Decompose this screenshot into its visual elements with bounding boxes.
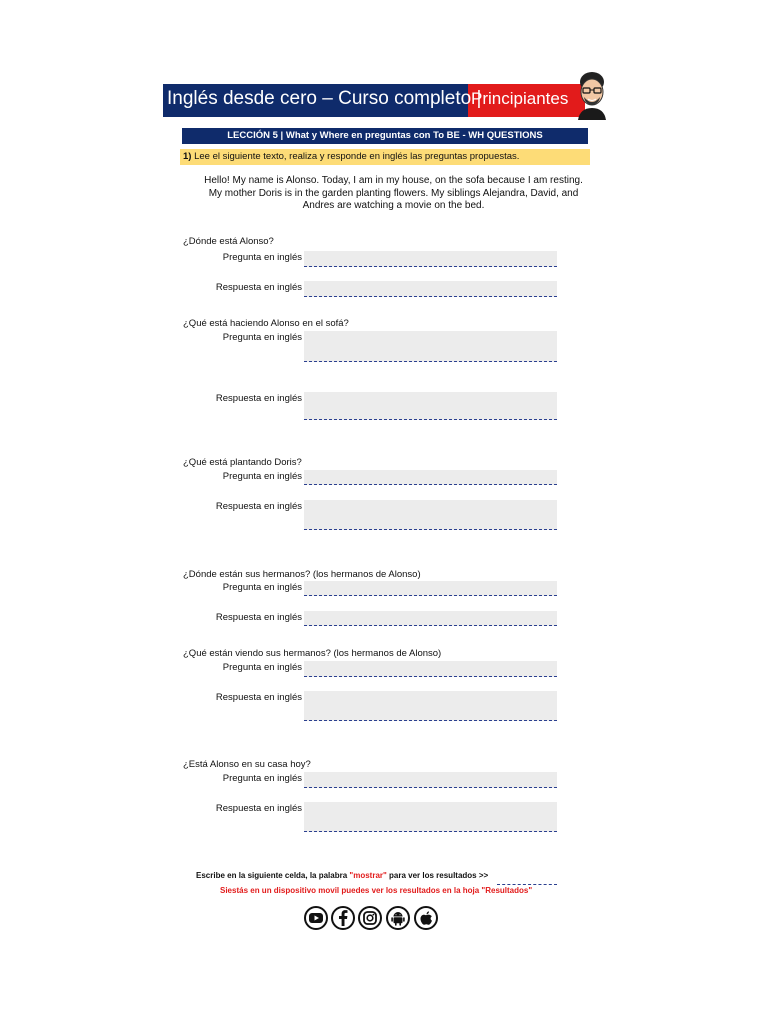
mostrar-keyword: "mostrar" — [349, 871, 387, 880]
reading-line: My mother Doris is in the garden planting flowers. My siblings Alejandra, David, and — [208, 187, 579, 199]
question-label: Pregunta en inglés — [222, 662, 302, 673]
answer-label: Respuesta en inglés — [215, 393, 302, 404]
reading-line: Hello! My name is Alonso. Today, I am in my house, on the sofa because I am resting. — [204, 175, 583, 186]
teacher-avatar-icon — [575, 70, 609, 120]
instruction-bar — [180, 149, 590, 165]
show-results-cell[interactable] — [497, 868, 557, 885]
mobile-note-text: Siestás en un dispositivo movil puedes ver los resultados en la hoja — [220, 886, 480, 895]
answer-label: Respuesta en inglés — [215, 612, 302, 623]
answer-2-english-field[interactable] — [304, 392, 557, 420]
answer-label: Respuesta en inglés — [215, 282, 302, 293]
question-1-english-field[interactable] — [304, 251, 557, 267]
answer-label: Respuesta en inglés — [215, 692, 302, 703]
answer-5-english-field[interactable] — [304, 691, 557, 721]
question-label: Pregunta en inglés — [222, 582, 302, 593]
question-label: Pregunta en inglés — [222, 332, 302, 343]
question-5: ¿Qué están viendo sus hermanos? (los hermanos de Alonso) — [183, 648, 442, 659]
banner-title: Inglés desde cero – Curso completo | — [167, 88, 482, 109]
instagram-glyph-icon — [363, 911, 377, 925]
question-4-english-field[interactable] — [304, 581, 557, 596]
instruction-text: Lee el siguiente texto, realiza y responde en inglés las preguntas propuestas. — [194, 151, 520, 162]
instruction-number: 1) — [183, 151, 192, 162]
answer-6-english-field[interactable] — [304, 802, 557, 832]
question-5-english-field[interactable] — [304, 661, 557, 677]
answer-3-english-field[interactable] — [304, 500, 557, 530]
footer-instruction — [196, 871, 488, 880]
question-label: Pregunta en inglés — [222, 773, 302, 784]
footer-suffix: para ver los resultados >> — [389, 871, 489, 880]
answer-1-english-field[interactable] — [304, 281, 557, 297]
reading-passage — [196, 175, 591, 213]
question-3-english-field[interactable] — [304, 470, 557, 485]
question-4: ¿Dónde están sus hermanos? (los hermanos de Alonso) — [183, 569, 421, 580]
android-glyph-icon — [391, 911, 405, 926]
lesson-title: LECCIÓN 5 | What y Where en preguntas con To BE - WH QUESTIONS — [182, 128, 588, 144]
question-6-english-field[interactable] — [304, 772, 557, 788]
results-sheet-link[interactable]: "Resultados" — [481, 886, 533, 895]
course-banner — [163, 84, 607, 117]
question-6: ¿Está Alonso en su casa hoy? — [183, 759, 311, 770]
question-label: Pregunta en inglés — [222, 471, 302, 482]
question-2: ¿Qué está haciendo Alonso en el sofá? — [183, 318, 349, 329]
facebook-icon[interactable] — [331, 906, 355, 930]
answer-label: Respuesta en inglés — [215, 501, 302, 512]
apple-icon[interactable] — [414, 906, 438, 930]
apple-glyph-icon — [420, 911, 433, 926]
banner-level: Principiantes — [471, 89, 569, 108]
question-3: ¿Qué está plantando Doris? — [183, 457, 302, 468]
answer-label: Respuesta en inglés — [215, 803, 302, 814]
answer-4-english-field[interactable] — [304, 611, 557, 626]
instagram-icon[interactable] — [358, 906, 382, 930]
footer-prefix: Escribe en la siguiente celda, la palabra — [196, 871, 348, 880]
question-label: Pregunta en inglés — [222, 252, 302, 263]
question-2-english-field[interactable] — [304, 331, 557, 362]
question-1: ¿Dónde está Alonso? — [183, 236, 274, 247]
mobile-note — [220, 886, 532, 895]
reading-line: Andres are watching a movie on the bed. — [302, 200, 485, 211]
youtube-icon[interactable] — [304, 906, 328, 930]
facebook-glyph-icon — [338, 910, 348, 926]
youtube-glyph-icon — [309, 913, 323, 923]
android-icon[interactable] — [386, 906, 410, 930]
